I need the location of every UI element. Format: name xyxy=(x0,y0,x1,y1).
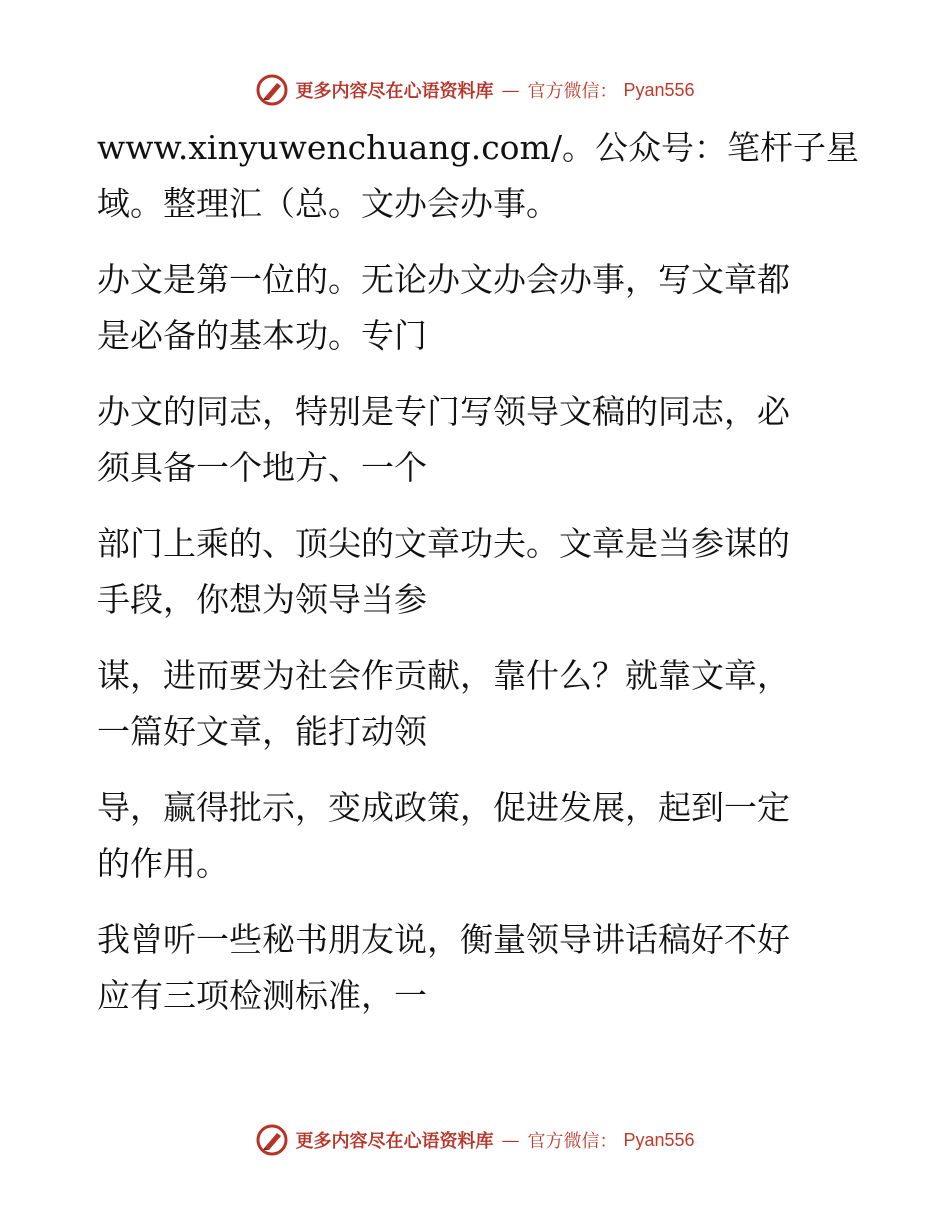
paragraph-2 xyxy=(97,252,837,364)
header-banner xyxy=(0,70,950,110)
paragraph-4 xyxy=(97,516,837,628)
text-line: 我曾听一些秘书朋友说，衡量领导讲话稿好不好 xyxy=(97,920,790,959)
text-line: www.xinyuwenchuang.com/。公众号：笔杆子星 xyxy=(97,128,859,167)
text-line: 谋，进而要为社会作贡献，靠什么？就靠文章， xyxy=(97,656,790,695)
text-line: 须具备一个地方、一个 xyxy=(97,448,427,487)
text-line: 域。整理汇（总。文办会办事。 xyxy=(97,184,559,223)
document-body xyxy=(97,120,859,1044)
pen-logo-icon xyxy=(255,1123,289,1157)
text-line: 办文是第一位的。无论办文办会办事，写文章都 xyxy=(97,260,790,299)
text-line: 应有三项检测标准，一 xyxy=(97,976,427,1015)
pen-logo-icon xyxy=(255,73,289,107)
text-line: 办文的同志，特别是专门写领导文稿的同志，必 xyxy=(97,392,790,431)
text-line: 手段，你想为领导当参 xyxy=(97,580,427,619)
banner-wechat-handle: Pyan556 xyxy=(623,79,695,100)
text-line: 是必备的基本功。专门 xyxy=(97,316,427,355)
banner-wechat-label: 官方微信： xyxy=(527,1131,618,1152)
text-line: 导，赢得批示，变成政策，促进发展，起到一定 xyxy=(97,788,790,827)
paragraph-3 xyxy=(97,384,837,496)
text-line: 的作用。 xyxy=(97,844,229,883)
banner-lead-text: 更多内容尽在心语资料库 xyxy=(295,1131,494,1152)
banner-wechat-handle: Pyan556 xyxy=(623,1129,695,1150)
footer-banner xyxy=(0,1120,950,1160)
banner-wechat-label: 官方微信： xyxy=(527,81,618,102)
paragraph-7 xyxy=(97,912,837,1024)
banner-dash: — xyxy=(501,1129,520,1151)
paragraph-6 xyxy=(97,780,837,892)
paragraph-1 xyxy=(97,120,859,232)
banner-dash: — xyxy=(501,79,520,101)
paragraph-5 xyxy=(97,648,837,760)
text-line: 一篇好文章，能打动领 xyxy=(97,712,427,751)
text-line: 部门上乘的、顶尖的文章功夫。文章是当参谋的 xyxy=(97,524,790,563)
banner-lead-text: 更多内容尽在心语资料库 xyxy=(295,81,494,102)
